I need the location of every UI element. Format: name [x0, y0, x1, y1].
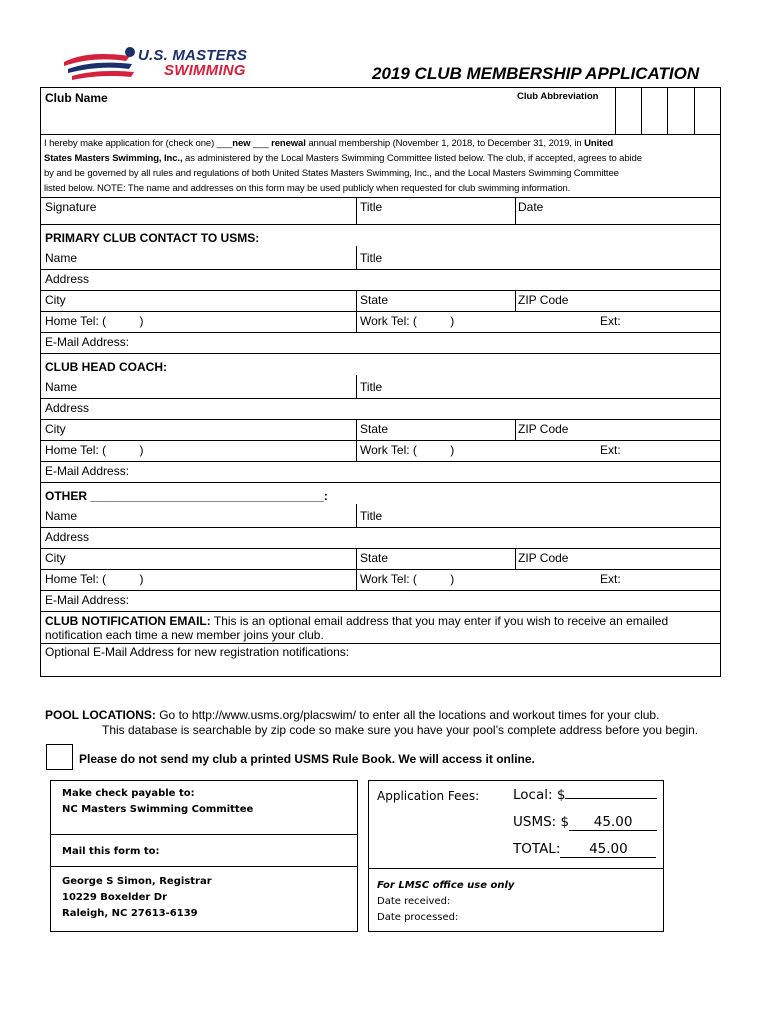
- date-processed-label: Date processed:: [377, 912, 459, 923]
- coach-title-label: Title: [360, 380, 383, 394]
- mail-address-line1: George S Simon, Registrar: [62, 876, 212, 887]
- other-ext-label: Ext:: [600, 572, 621, 586]
- primary-home-tel-label: Home Tel: ( ): [45, 314, 144, 328]
- coach-ext-label: Ext:: [600, 443, 621, 457]
- coach-email-label: E-Mail Address:: [45, 464, 130, 478]
- primary-ext-label: Ext:: [600, 314, 621, 328]
- club-abbreviation-label: Club Abbreviation: [517, 91, 599, 102]
- notification-email-text: CLUB NOTIFICATION EMAIL: This is an optional email address that you may enter if you wish to receive an emailed notification each time a new member joins your club.: [45, 614, 669, 642]
- other-title-label: Title: [360, 509, 383, 523]
- optional-email-label: Optional E-Mail Address for new registration notifications:: [45, 645, 350, 659]
- primary-zip-label: ZIP Code: [518, 293, 569, 307]
- rulebook-checkbox[interactable]: [46, 744, 73, 770]
- application-statement: I hereby make application for (check one) ___new ___ renewal annual membership (November 1, 2018, to December 31, 2019, in United States Masters Swimming, Inc., as administered by the Local Masters Swimming Committee listed below. The club, if accepted, agrees to abide by and be governed by all rules and regulations of both United States Masters Swimming, Inc., and the Local Masters Swimming Committee listed below. NOTE: The name and addresses on this form may be used publicly when requested for club swimming information.: [44, 138, 642, 194]
- coach-name-label: Name: [45, 380, 78, 394]
- other-zip-label: ZIP Code: [518, 551, 569, 565]
- primary-city-label: City: [45, 293, 66, 307]
- other-city-label: City: [45, 551, 66, 565]
- local-fee-value[interactable]: [565, 798, 657, 799]
- abbr-cell-divider: [667, 87, 668, 134]
- form-title: 2019 CLUB MEMBERSHIP APPLICATION: [372, 64, 700, 83]
- logo-line1: U.S. MASTERS: [138, 47, 248, 64]
- other-state-label: State: [360, 551, 389, 565]
- mail-address-line3: Raleigh, NC 27613-6139: [62, 908, 198, 919]
- usms-fee-value[interactable]: 45.00: [569, 814, 657, 831]
- primary-name-label: Name: [45, 251, 78, 265]
- check-payable-label: Make check payable to:: [62, 788, 195, 799]
- primary-address-label: Address: [45, 272, 90, 286]
- pool-locations-note: POOL LOCATIONS: Go to http://www.usms.org/placswim/ to enter all the locations and workout times for your club. This database is searchable by zip code so make sure you have your pool’s complete address before you begin.: [45, 708, 699, 737]
- primary-state-label: State: [360, 293, 389, 307]
- total-fee-value[interactable]: 45.00: [560, 841, 656, 858]
- mail-address-line2: 10229 Boxelder Dr: [62, 892, 168, 903]
- primary-work-tel-label: Work Tel: ( ): [360, 314, 455, 328]
- abbr-cell-divider: [615, 87, 616, 134]
- other-contact-heading: OTHER ___________________________________:: [45, 489, 328, 503]
- payee-name: NC Masters Swimming Committee: [62, 804, 254, 815]
- total-fee: TOTAL: 45.00: [513, 841, 656, 858]
- coach-city-label: City: [45, 422, 66, 436]
- other-email-label: E-Mail Address:: [45, 593, 130, 607]
- application-fees-label: Application Fees:: [377, 789, 480, 803]
- usms-fee: USMS: $ 45.00: [513, 814, 657, 831]
- coach-work-tel-label: Work Tel: ( ): [360, 443, 455, 457]
- primary-email-label: E-Mail Address:: [45, 335, 130, 349]
- signature-date-label: Date: [518, 200, 544, 214]
- other-home-tel-label: Home Tel: ( ): [45, 572, 144, 586]
- coach-heading: CLUB HEAD COACH:: [45, 360, 167, 374]
- coach-zip-label: ZIP Code: [518, 422, 569, 436]
- local-fee: Local: $: [513, 787, 657, 803]
- abbr-cell-divider: [641, 87, 642, 134]
- other-work-tel-label: Work Tel: ( ): [360, 572, 455, 586]
- rulebook-optout-label: Please do not send my club a printed USMS Rule Book. We will access it online.: [79, 752, 535, 766]
- primary-contact-heading: PRIMARY CLUB CONTACT TO USMS:: [45, 231, 260, 245]
- coach-address-label: Address: [45, 401, 90, 415]
- club-name-label: Club Name: [45, 91, 108, 105]
- other-name-label: Name: [45, 509, 78, 523]
- other-address-label: Address: [45, 530, 90, 544]
- logo-line2: SWIMMING: [164, 62, 246, 79]
- office-use-label: For LMSC office use only: [377, 880, 515, 891]
- primary-title-label: Title: [360, 251, 383, 265]
- coach-home-tel-label: Home Tel: ( ): [45, 443, 144, 457]
- coach-state-label: State: [360, 422, 389, 436]
- signature-title-label: Title: [360, 200, 383, 214]
- abbr-cell-divider: [694, 87, 695, 134]
- mail-form-label: Mail this form to:: [62, 846, 160, 857]
- signature-label: Signature: [45, 200, 97, 214]
- date-received-label: Date received:: [377, 896, 451, 907]
